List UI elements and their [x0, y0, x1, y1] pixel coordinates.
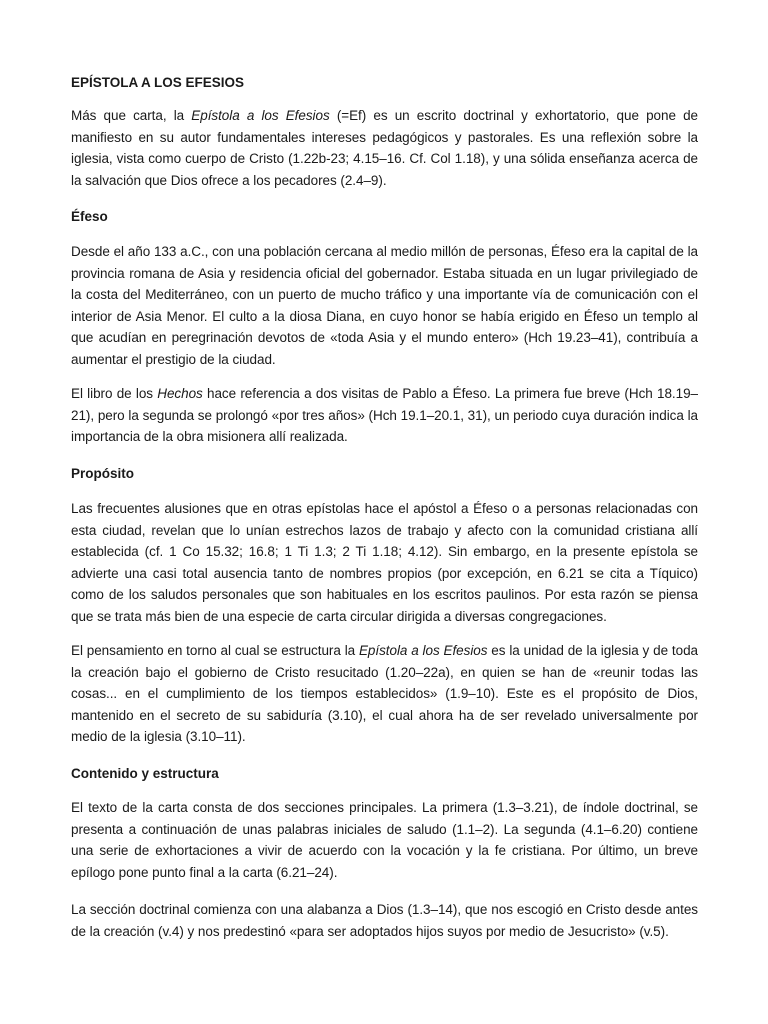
- text: El pensamiento en torno al cual se estructura la: [71, 643, 359, 658]
- intro-paragraph: [71, 105, 698, 191]
- document-title: EPÍSTOLA A LOS EFESIOS: [71, 75, 245, 90]
- section-heading-efeso: Éfeso: [71, 209, 108, 224]
- contenido-paragraph-1: El texto de la carta consta de dos secciones principales. La primera (1.3–3.21), de índole doctrinal, se presenta a continuación de unas palabras iniciales de saludo (1.1–2). La segunda (4.1–6.20) contiene una serie de exhortaciones a vivir de acuerdo con la vocación y la fe cristiana. Por último, un breve epílogo pone punto final a la carta (6.21–24).: [71, 800, 698, 880]
- emphasis: Epístola a los Efesios: [358, 643, 488, 658]
- efeso-paragraph-1: Desde el año 133 a.C., con una población cercana al medio millón de personas, Éfeso era la capital de la provincia romana de Asia y residencia oficial del gobernador. Estaba situada en un lugar privilegiado de la costa del Mediterráneo, con un puerto de mucho tráfico y una importante vía de comunicación con el interior de Asia Menor. El culto a la diosa Diana, en cuyo honor se había erigido en Éfeso un templo al que acudían en peregrinación devotos de «toda Asia y el mundo entero» (Hch 19.23–41), contribuía a aumentar el prestigio de la ciudad.: [71, 244, 698, 367]
- section-heading-proposito: Propósito: [71, 466, 134, 481]
- emphasis: Hechos: [157, 386, 203, 401]
- proposito-paragraph-2: [71, 640, 698, 748]
- text: El libro de los: [71, 386, 158, 401]
- section-heading-contenido: Contenido y estructura: [71, 766, 219, 781]
- efeso-paragraph-2: [71, 383, 698, 448]
- contenido-paragraph-2: La sección doctrinal comienza con una alabanza a Dios (1.3–14), que nos escogió en Cristo desde antes de la creación (v.4) y nos predestinó «para ser adoptados hijos suyos por medio de Jesucristo» (v.5).: [71, 902, 698, 939]
- text: hace referencia a dos visitas de Pablo a Éfeso. La primera fue breve (Hch 18.19–21), pero la segunda se prolongó «por tres años» (Hch 19.1–20.1, 31), un periodo cuya duración indica la importancia de la obra misionera allí realizada.: [71, 386, 698, 445]
- text: (=Ef) es un escrito doctrinal y exhortatorio, que pone de manifiesto en su autor fundamentales intereses pedagógicos y pastorales. Es una reflexión sobre la iglesia, vista como cuerpo de Cristo (1.22b-23; 4.15–16. Cf. Col 1.18), y una sólida enseñanza acerca de la salvación que Dios ofrece a los pecadores (2.4–9).: [71, 108, 698, 188]
- emphasis: Epístola a los Efesios: [191, 108, 330, 123]
- text: Más que carta, la: [71, 108, 192, 123]
- proposito-paragraph-1: Las frecuentes alusiones que en otras epístolas hace el apóstol a Éfeso o a personas relacionadas con esta ciudad, revelan que lo unían estrechos lazos de trabajo y afecto con la comunidad cristiana allí establecida (cf. 1 Co 15.32; 16.8; 1 Ti 1.3; 2 Ti 1.18; 4.12). Sin embargo, en la presente epístola se advierte una casi total ausencia tanto de nombres propios (por excepción, en 6.21 se cita a Tíquico) como de los saludos personales que son habituales en los escritos paulinos. Por esta razón se piensa que se trata más bien de una especie de carta circular dirigida a diversas congregaciones.: [71, 501, 698, 624]
- text: es la unidad de la iglesia y de toda la creación bajo el gobierno de Cristo resucitado (1.20–22a), en quien se han de «reunir todas las cosas... en el cumplimiento de los tiempos establecidos» (1.9–10). Este es el propósito de Dios, mantenido en el secreto de su sabiduría (3.10), el cual ahora ha de ser revelado universalmente por medio de la iglesia (3.10–11).: [71, 643, 698, 745]
